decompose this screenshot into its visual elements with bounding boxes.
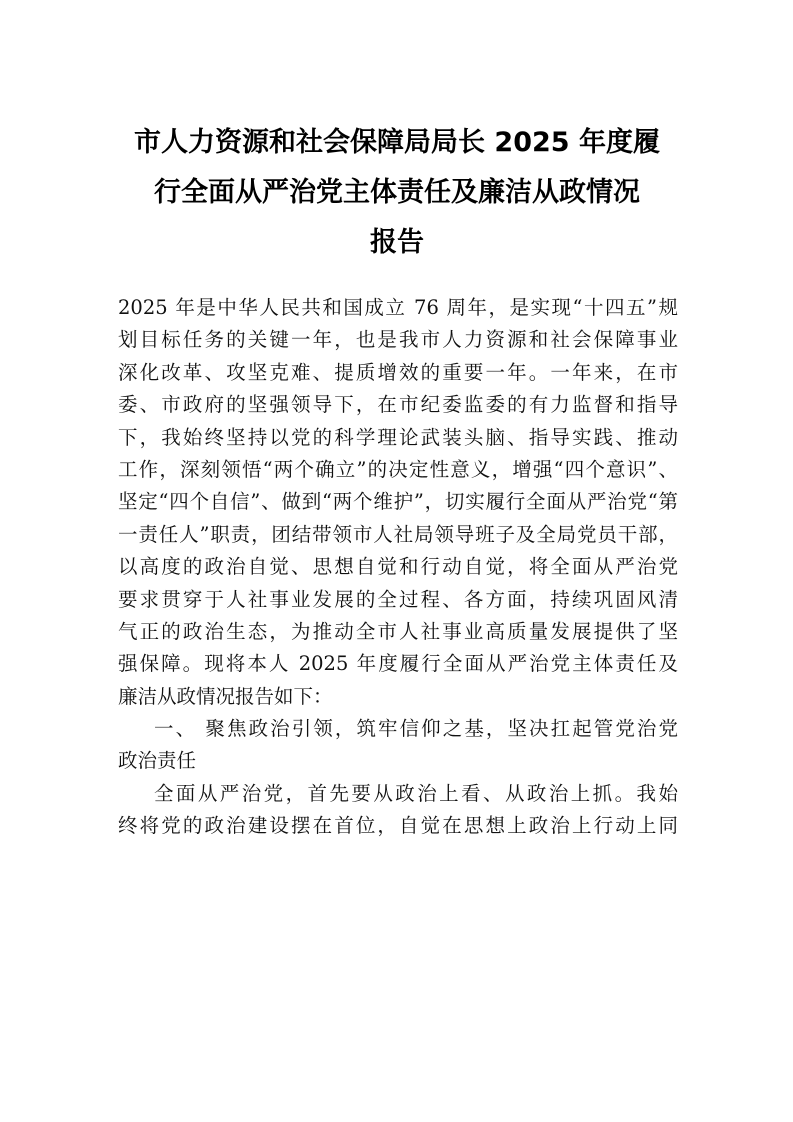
- text-line: 坚定“四个自信”、做到“两个维护”，切实履行全面从严治党“第: [118, 490, 678, 514]
- document-body: [118, 292, 678, 843]
- document-title: [112, 118, 682, 268]
- intro-paragraph: [118, 292, 678, 713]
- title-line-1: 市人力资源和社会保障局局长 2025 年度履: [134, 127, 660, 158]
- title-line-3: 报告: [370, 227, 424, 258]
- text-line: 委、市政府的坚强领导下，在市纪委监委的有力监督和指导: [118, 393, 678, 417]
- text-line: 深化改革、攻坚克难、提质增效的重要一年。一年来，在市: [118, 360, 678, 384]
- section-heading-line: 一、 聚焦政治引领，筑牢信仰之基，坚决扛起管党治党: [154, 717, 678, 741]
- text-line: 以高度的政治自觉、思想自觉和行动自觉，将全面从严治党: [118, 555, 678, 579]
- text-line: 强保障。现将本人 2025 年度履行全面从严治党主体责任及: [118, 652, 678, 676]
- text-line: 2025 年是中华人民共和国成立 76 周年，是实现“十四五”规: [118, 296, 678, 319]
- text-line: 廉洁从政情况报告如下：: [118, 684, 333, 708]
- text-line: 工作，深刻领悟“两个确立”的决定性意义，增强“四个意识”、: [118, 457, 678, 481]
- text-line: 划目标任务的关键一年，也是我市人力资源和社会保障事业: [118, 328, 678, 352]
- text-line: 下，我始终坚持以党的科学理论武装头脑、指导实践、推动: [118, 425, 678, 449]
- section-heading-line: 政治责任: [118, 749, 197, 773]
- text-line: 全面从严治党，首先要从政治上看、从政治上抓。我始: [154, 781, 678, 805]
- section-heading: [118, 713, 678, 778]
- text-line: 终将党的政治建设摆在首位，自觉在思想上政治上行动上同: [118, 814, 678, 838]
- text-line: 要求贯穿于人社事业发展的全过程、各方面，持续巩固风清: [118, 587, 678, 611]
- title-line-2: 行全面从严治党主体责任及廉洁从政情况: [154, 177, 640, 208]
- text-line: 气正的政治生态，为推动全市人社事业高质量发展提供了坚: [118, 619, 678, 643]
- section-paragraph: [118, 778, 678, 843]
- text-line: 一责任人”职责，团结带领市人社局领导班子及全局党员干部，: [118, 522, 678, 546]
